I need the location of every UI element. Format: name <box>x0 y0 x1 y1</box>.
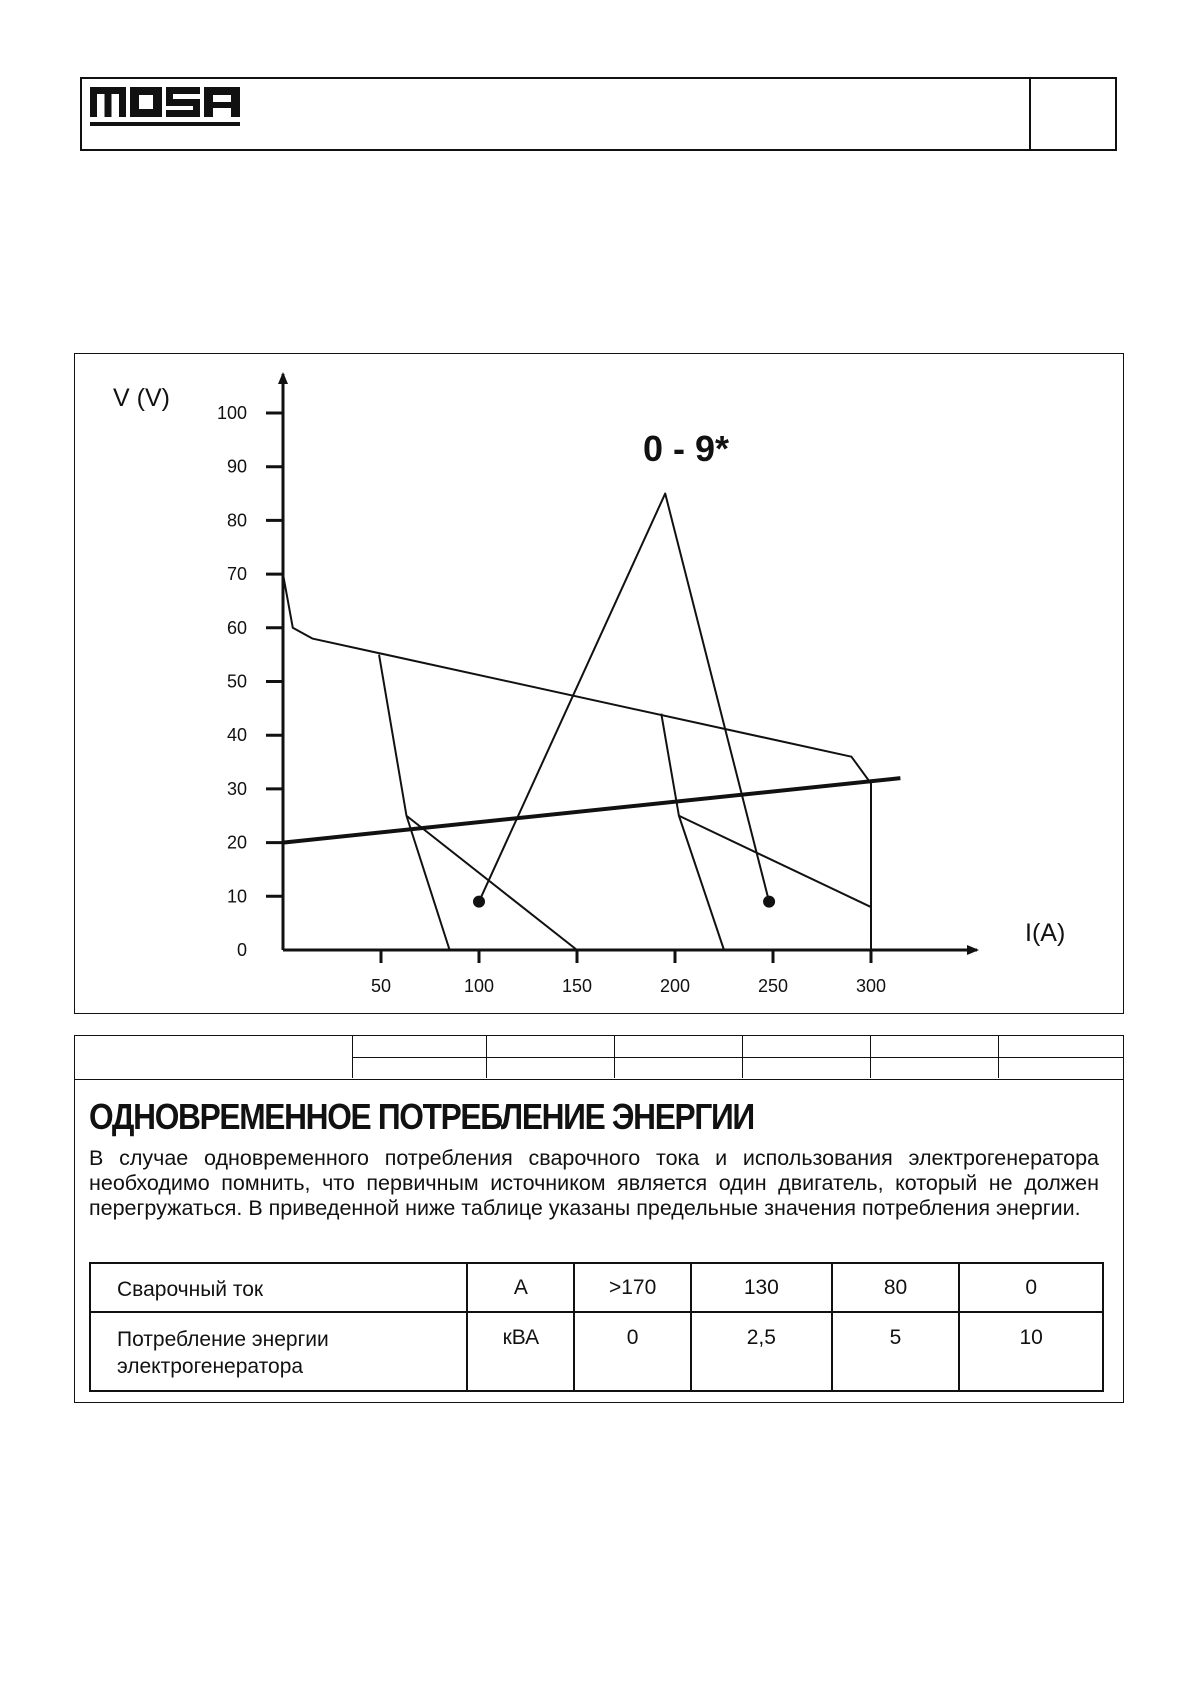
series-mid-characteristic-tail <box>679 816 871 907</box>
y-tick-label: 80 <box>226 510 247 531</box>
x-tick-label: 150 <box>561 976 593 996</box>
y-tick-label: 70 <box>226 564 247 585</box>
section-title: ОДНОВРЕМЕННОЕ ПОТРЕБЛЕНИЕ ЭНЕРГИИ <box>89 1096 754 1137</box>
y-tick-label: 0 <box>236 940 247 960</box>
value-cell: 0 <box>959 1263 1103 1312</box>
mini-grid-row <box>352 1057 1124 1078</box>
value-cell: 80 <box>832 1263 960 1312</box>
x-tick-label: 250 <box>757 976 789 996</box>
value-cell: 2,5 <box>691 1312 832 1391</box>
mini-grid <box>352 1036 1124 1079</box>
series-range-arrow <box>479 494 769 902</box>
svg-text:MOSA: MOSA <box>90 84 93 85</box>
table-row <box>90 1312 1103 1391</box>
x-tick-label: 200 <box>659 976 691 996</box>
y-tick-label: 60 <box>226 617 247 638</box>
row-label-line: электрогенератора <box>117 1355 304 1378</box>
value-cell: >170 <box>574 1263 691 1312</box>
mosa-logo <box>90 84 240 128</box>
series-max-characteristic <box>283 574 871 950</box>
y-axis-label: V (V) <box>113 384 170 412</box>
y-tick-label: 90 <box>226 456 247 477</box>
panel-divider <box>75 1079 1123 1080</box>
value-cell: 5 <box>832 1312 960 1391</box>
page-header <box>80 77 1117 151</box>
energy-table <box>89 1262 1104 1392</box>
y-tick-label: 20 <box>226 832 247 853</box>
marker-dot <box>763 896 775 908</box>
series-min-characteristic-upper <box>379 655 450 950</box>
vi-chart <box>75 354 1123 1013</box>
y-tick-label: 50 <box>226 671 247 692</box>
value-cell: 130 <box>691 1263 832 1312</box>
row-label-line: Потребление энергии <box>117 1328 329 1351</box>
series-load-line <box>283 778 900 842</box>
x-tick-label: 300 <box>855 976 887 996</box>
row-label <box>90 1312 467 1391</box>
mini-grid-row <box>352 1036 1124 1058</box>
unit-cell: А <box>467 1263 574 1312</box>
y-tick-label: 30 <box>226 778 247 799</box>
y-tick-label: 100 <box>216 403 247 423</box>
x-tick-label: 100 <box>463 976 495 996</box>
chart-title: 0 - 9* <box>643 428 730 469</box>
series-min-characteristic-tail <box>406 816 577 950</box>
x-axis-label: I(A) <box>1025 919 1066 947</box>
table-row <box>90 1263 1103 1312</box>
y-tick-label: 40 <box>226 725 247 746</box>
section-paragraph: В случае одновременного потребления сварочного тока и использования электрогенератора необходимо помнить, что первичным источником является один двигатель, который не должен перегружаться. В приведенной ниже таблице указаны предельные значения потребления энергии. <box>89 1146 1099 1220</box>
vi-chart-frame <box>74 353 1124 1014</box>
x-tick-label: 50 <box>370 976 392 996</box>
y-tick-label: 10 <box>226 886 247 907</box>
page-number-cell <box>1029 79 1115 149</box>
marker-dot <box>473 896 485 908</box>
value-cell: 0 <box>574 1312 691 1391</box>
unit-cell: кВА <box>467 1312 574 1391</box>
energy-panel <box>74 1035 1124 1403</box>
value-cell: 10 <box>959 1312 1103 1391</box>
row-label: Сварочный ток <box>90 1263 467 1312</box>
